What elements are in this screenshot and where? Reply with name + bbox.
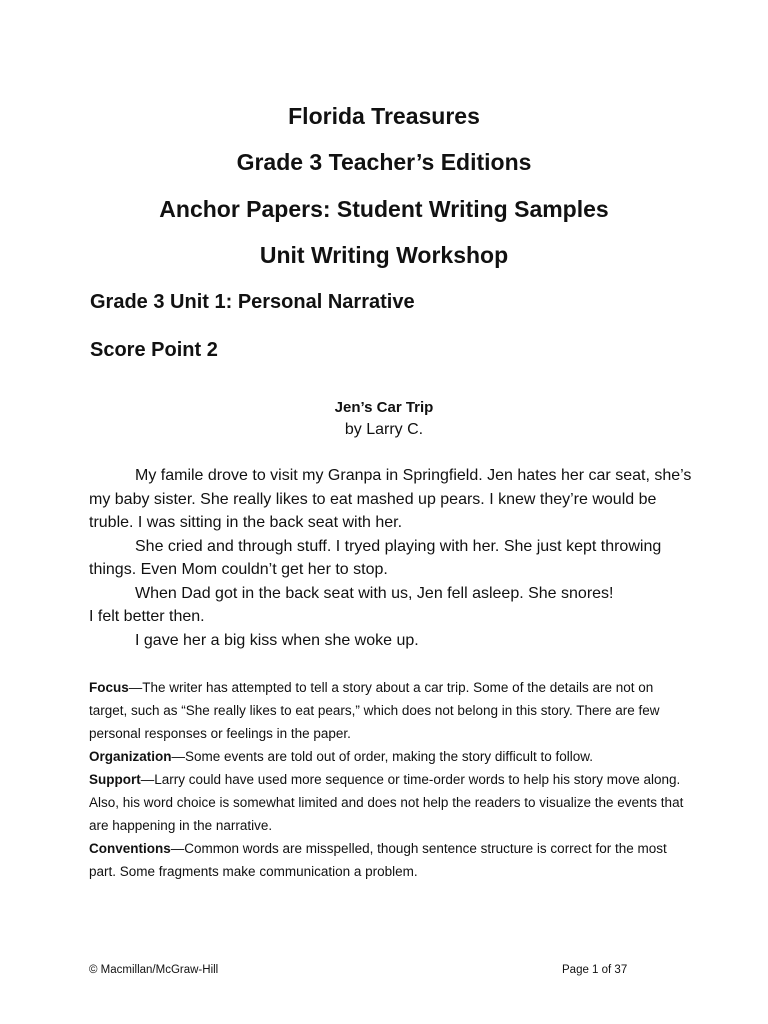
score-heading: Score Point 2 bbox=[90, 339, 218, 361]
footer-copyright: © Macmillan/McGraw-Hill bbox=[89, 964, 219, 976]
story-byline: by Larry C. bbox=[344, 421, 424, 438]
evaluation-organization bbox=[89, 745, 689, 768]
evaluation-focus bbox=[89, 676, 689, 745]
title-teachers-editions: Grade 3 Teacher’s Editions bbox=[236, 149, 532, 175]
evaluation-label: Conventions bbox=[89, 841, 171, 856]
title-anchor-papers: Anchor Papers: Student Writing Samples bbox=[159, 196, 609, 222]
story-paragraph: When Dad got in the back seat with us, Jen fell asleep. She snores! bbox=[135, 584, 614, 602]
evaluation-conventions bbox=[89, 837, 689, 883]
story-body bbox=[89, 464, 699, 652]
unit-heading: Grade 3 Unit 1: Personal Narrative bbox=[90, 291, 415, 313]
evaluation-support bbox=[89, 768, 689, 837]
story-title: Jen’s Car Trip bbox=[334, 399, 434, 416]
story-paragraph: I felt better then. bbox=[89, 608, 205, 625]
footer-page-number: Page 1 of 37 bbox=[562, 964, 628, 976]
evaluation-label: Support bbox=[89, 772, 141, 787]
evaluation-notes bbox=[89, 676, 689, 883]
evaluation-text: —Larry could have used more sequence or time-order words to help his story move along. Also, his word choice is somewhat limited and does not help the readers to visualize the events that are happening in the narrative. bbox=[89, 772, 684, 833]
evaluation-label: Organization bbox=[89, 749, 172, 764]
story-paragraph: She cried and through stuff. I tryed playing with her. She just kept throwing things. Even Mom couldn’t get her to stop. bbox=[89, 537, 662, 578]
evaluation-text: —Some events are told out of order, making the story difficult to follow. bbox=[171, 749, 593, 764]
evaluation-text: —The writer has attempted to tell a story about a car trip. Some of the details are not on target, such as “She really likes to eat pears,” which does not belong in this story. There are few personal responses or feelings in the paper. bbox=[89, 680, 660, 741]
evaluation-label: Focus bbox=[89, 680, 129, 695]
evaluation-text: —Common words are misspelled, though sentence structure is correct for the most part. Some fragments make communication a problem. bbox=[89, 841, 667, 879]
story-paragraph: My famile drove to visit my Granpa in Springfield. Jen hates her car seat, she’s my baby sister. She really likes to eat mashed up pears. I knew they’re would be truble. I was sitting in the back seat with her. bbox=[89, 467, 692, 531]
title-florida-treasures: Florida Treasures bbox=[288, 103, 480, 129]
story-paragraph: I gave her a big kiss when she woke up. bbox=[135, 631, 419, 649]
title-writing-workshop: Unit Writing Workshop bbox=[259, 242, 509, 268]
